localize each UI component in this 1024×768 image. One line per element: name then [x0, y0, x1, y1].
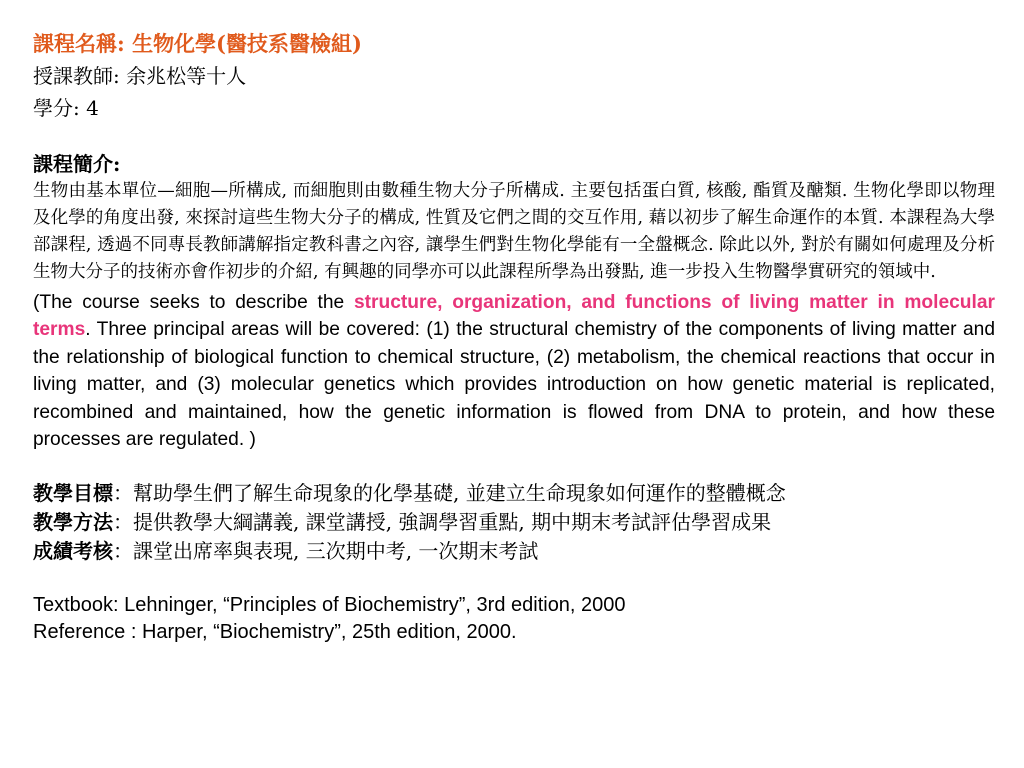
- teaching-method-label: 教學方法: [33, 510, 113, 535]
- textbook-line: Textbook: Lehninger, “Principles of Biochemistry”, 3rd edition, 2000: [33, 594, 626, 617]
- course-title: 課程名稱: 生物化學(醫技系醫檢組): [33, 31, 362, 56]
- intro-english-paragraph: [33, 289, 995, 453]
- teaching-goal-line: [33, 479, 995, 508]
- label-separator: ：: [113, 481, 133, 506]
- spacer: [33, 566, 995, 592]
- intro-heading: 課程簡介:: [33, 152, 121, 176]
- intro-en-prefix: (The course seeks to describe the: [33, 292, 345, 313]
- grading-value: 課堂出席率與表現, 三次期中考, 一次期末考試: [133, 539, 539, 564]
- teaching-method-line: [33, 508, 995, 537]
- reference-line: Reference : Harper, “Biochemistry”, 25th edition, 2000.: [33, 621, 517, 644]
- spacer: [33, 453, 995, 479]
- instructors-value: 余兆松等十人: [126, 64, 247, 88]
- label-separator: ：: [113, 510, 133, 535]
- grading-line: [33, 537, 995, 566]
- teaching-goal-label: 教學目標: [33, 481, 113, 506]
- label-separator: ：: [113, 539, 133, 564]
- credits-label: 學分:: [33, 96, 80, 120]
- intro-en-highlight: structure, organization, and functions of living matter in molecular terms: [33, 292, 995, 341]
- instructors-line: [33, 60, 995, 92]
- intro-en-rest: . Three principal areas will be covered: (1) the structural chemistry of the components of living matter and the relationship of biological function to chemical structure, (2) metabolism, the chemical reactions that occur in living matter, and (3) molecular genetics which provides introduction on how genetic material is replicated, recombined and maintained, how the genetic information is flowed from DNA to protein, and how these processes are regulated. ): [33, 319, 995, 451]
- credits-value: 4: [86, 96, 99, 120]
- credits-line: [33, 92, 995, 124]
- spacer: [33, 124, 995, 150]
- teaching-goal-value: 幫助學生們了解生命現象的化學基礎, 並建立生命現象如何運作的整體概念: [133, 481, 786, 506]
- grading-label: 成績考核: [33, 539, 113, 564]
- intro-chinese-paragraph: 生物由基本單位—細胞—所構成, 而細胞則由數種生物大分子所構成. 主要包括蛋白質, 核酸, 酯質及醣類. 生物化學即以物理及化學的角度出發, 來探討這些生物大分子的構成, 性質及它們之間的交互作用, 藉以初步了解生命運作的本質. 本課程為大學部課程, 透過不同專長教師講解指定教科書之內容, 讓學生們對生物化學能有一全盤概念. 除此以外, 對於有關如何處理及分析生物大分子的技術亦會作初步的介紹, 有興趣的同學亦可以此課程所學為出發點, 進一步投入生物醫學實研究的領域中.: [33, 181, 995, 282]
- instructors-label: 授課教師:: [33, 64, 120, 88]
- syllabus-slide: [33, 28, 995, 646]
- teaching-method-value: 提供教學大綱講義, 課堂講授, 強調學習重點, 期中期末考試評估學習成果: [133, 510, 772, 535]
